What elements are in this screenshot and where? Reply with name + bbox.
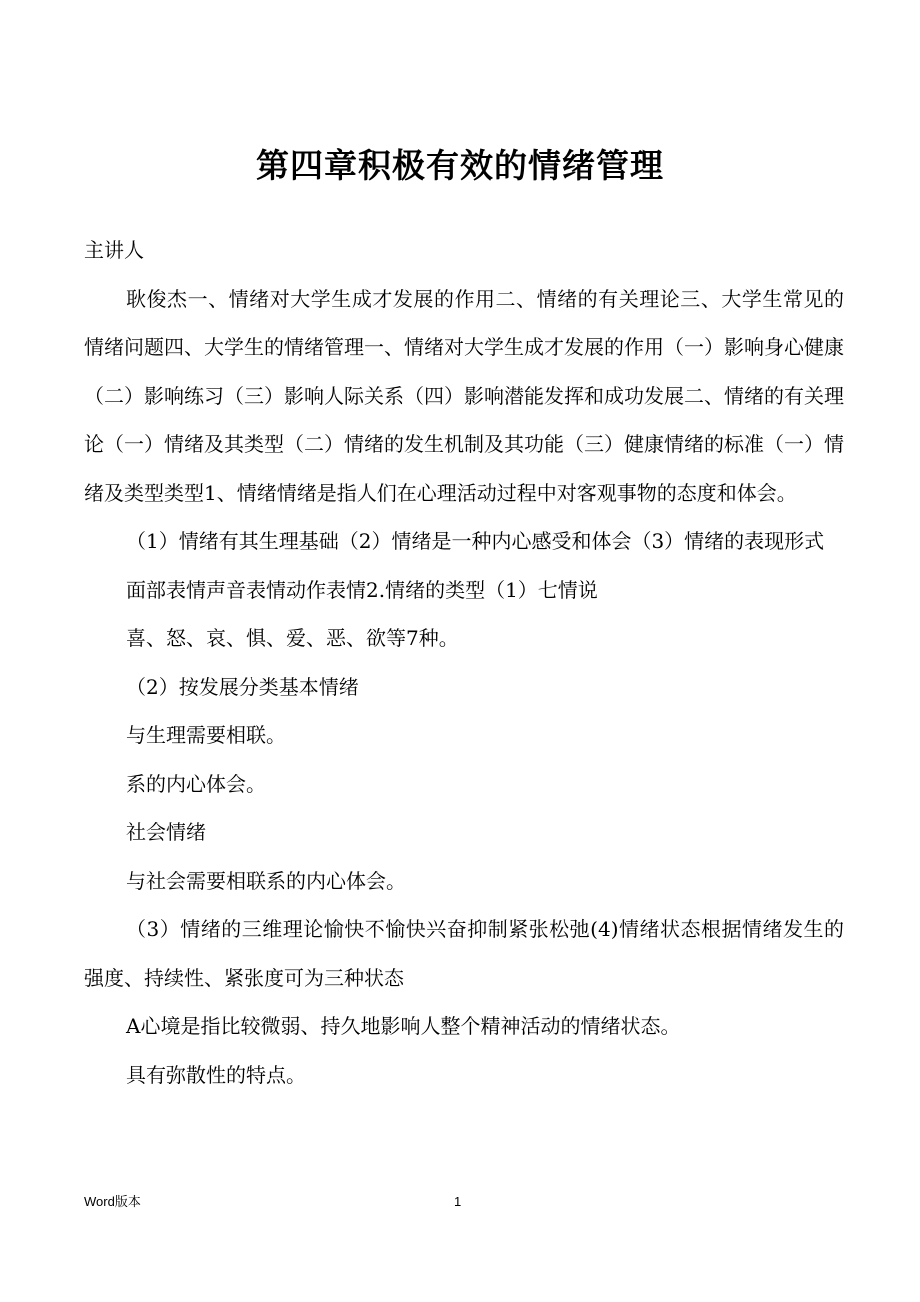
paragraph-emotion-traits: （1）情绪有其生理基础（2）情绪是一种内心感受和体会（3）情绪的表现形式 xyxy=(126,529,825,553)
paragraph-physiological-needs: 与生理需要相联。 xyxy=(126,723,286,747)
document-title: 第四章积极有效的情绪管理 xyxy=(256,146,664,185)
paragraph-social-needs: 与社会需要相联系的内心体会。 xyxy=(126,868,406,893)
paragraph-diffuse-feature: 具有弥散性的特点。 xyxy=(126,1062,306,1087)
footer-page-number: 1 xyxy=(454,1194,462,1209)
paragraph-inner-experience: 系的内心体会。 xyxy=(126,771,266,796)
paragraph-seven-emotions: 喜、怒、哀、惧、爱、恶、欲等7种。 xyxy=(126,626,459,650)
paragraph-speaker-label: 主讲人 xyxy=(84,238,144,262)
document-body xyxy=(84,226,844,1099)
paragraph-social-emotions: 社会情绪 xyxy=(126,820,206,844)
paragraph-basic-emotions: （2）按发展分类基本情绪 xyxy=(126,674,359,699)
footer-version-label: Word版本 xyxy=(84,1194,141,1209)
paragraph-outline: 耿俊杰一、情绪对大学生成才发展的作用二、情绪的有关理论三、大学生常见的情绪问题四、大学生的情绪管理一、情绪对大学生成才发展的作用（一）影响身心健康（二）影响练习（三）影响人际关系（四）影响潜能发挥和成功发展二、情绪的有关理论（一）情绪及其类型（二）情绪的发生机制及其功能（三）健康情绪的标准（一）情绪及类型类型1、情绪情绪是指人们在心理活动过程中对客观事物的态度和体会。 xyxy=(84,286,844,505)
paragraph-three-dimension-theory: （3）情绪的三维理论愉快不愉快兴奋抑制紧张松弛(4)情绪状态根据情绪发生的强度、持续性、紧张度可为三种状态 xyxy=(84,917,844,990)
paragraph-mood-definition: A心境是指比较微弱、持久地影响人整个精神活动的情绪状态。 xyxy=(126,1014,681,1038)
paragraph-expressions: 面部表情声音表情动作表情2.情绪的类型（1）七情说 xyxy=(126,577,598,602)
